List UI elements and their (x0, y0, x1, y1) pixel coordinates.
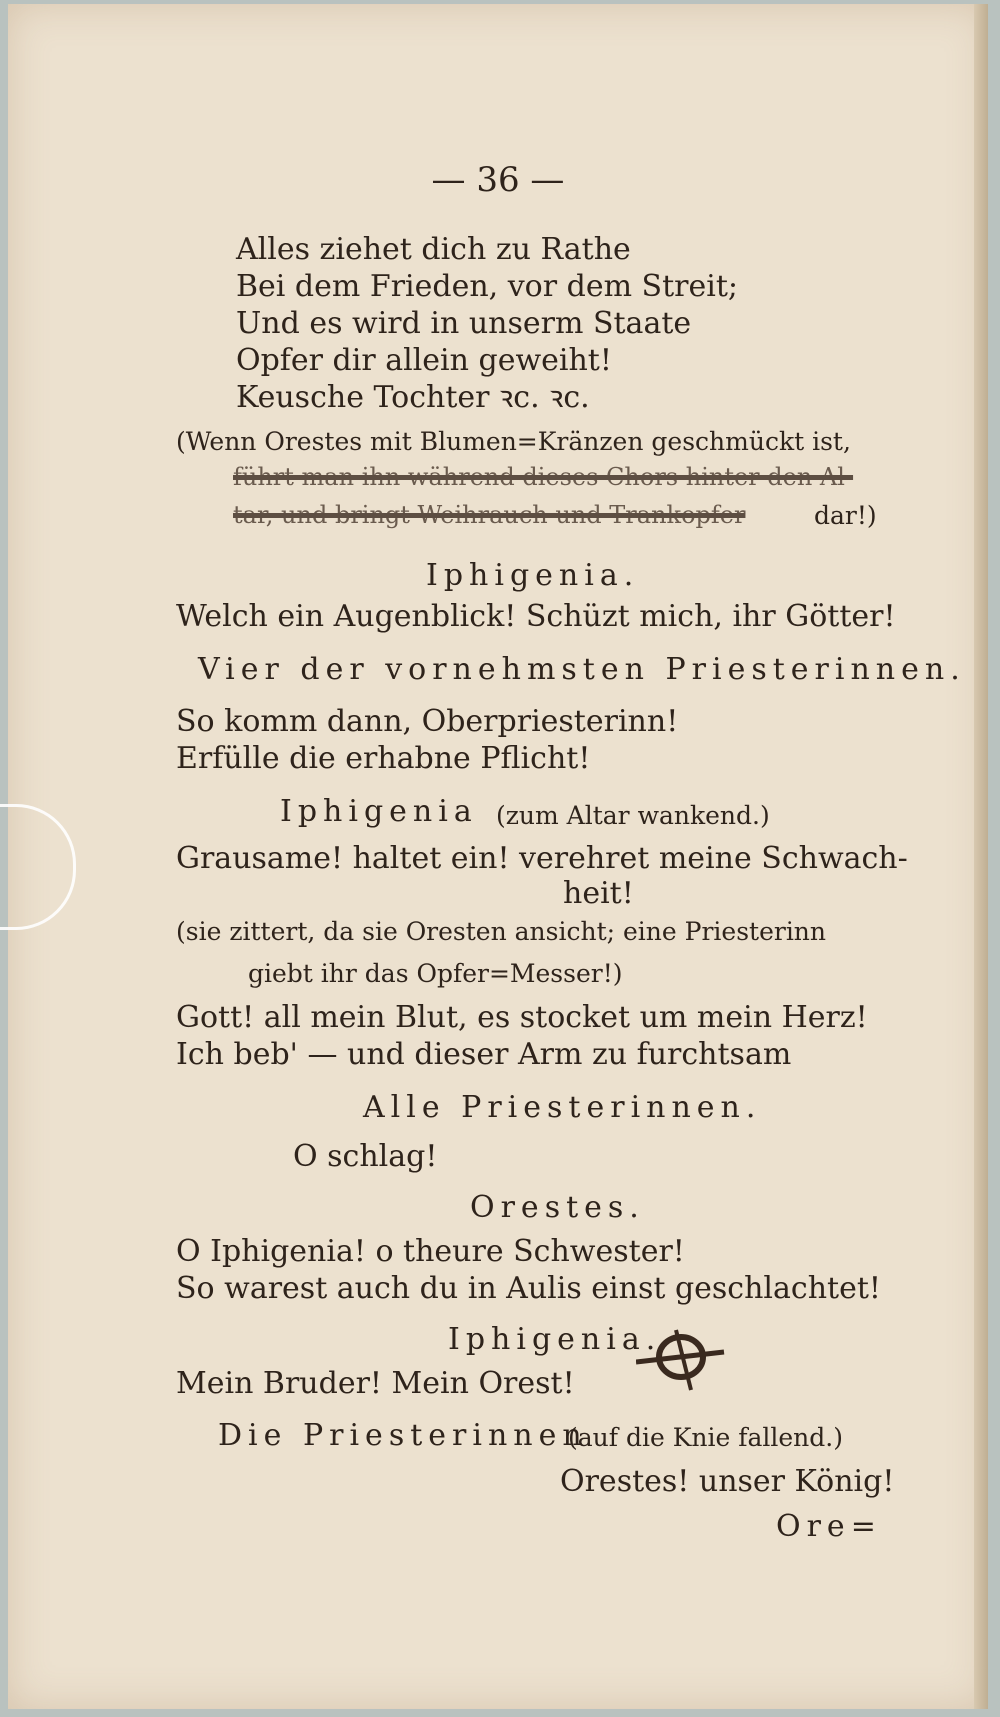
speaker-name: Alle Priesterinnen. (363, 1090, 762, 1125)
speaker-name: Iphigenia (280, 794, 478, 829)
catchword: Ore= (776, 1509, 882, 1544)
dialogue-line: Orestes! unser König! (560, 1464, 895, 1499)
dialogue-line: Ich beb' — und dieser Arm zu furchtsam (176, 1037, 792, 1072)
page-edge (974, 4, 988, 1709)
speaker-name: Die Priesterinnen (218, 1418, 588, 1453)
speaker-name: Orestes. (470, 1190, 645, 1225)
speaker-name: Iphigenia. (426, 558, 640, 593)
stage-direction: (zum Altar wankend.) (496, 801, 770, 830)
dialogue-line: Grausame! haltet ein! verehret meine Schwach- (176, 841, 908, 876)
speaker-name: Iphigenia. (448, 1322, 662, 1357)
verse-line: Keusche Tochter ꝛc. ꝛc. (236, 380, 590, 415)
book-page (8, 4, 988, 1709)
dialogue-line: Welch ein Augenblick! Schüzt mich, ihr Götter! (176, 599, 896, 634)
ink-blot-mark (636, 1322, 726, 1392)
stage-direction: (sie zittert, da sie Oresten ansicht; eine Priesterinn (176, 917, 827, 946)
dialogue-line: Erfülle die erhabne Pflicht! (176, 741, 591, 776)
dialogue-line: So komm dann, Oberpriesterinn! (176, 704, 679, 739)
verse-line: Alles ziehet dich zu Rathe (236, 232, 631, 267)
dialogue-line: Gott! all mein Blut, es stocket um mein Herz! (176, 1000, 868, 1035)
stage-direction: giebt ihr das Opfer=Messer!) (248, 959, 623, 988)
dialogue-line: O Iphigenia! o theure Schwester! (176, 1234, 685, 1269)
verse-line: Opfer dir allein geweiht! (236, 343, 612, 378)
dialogue-line: So warest auch du in Aulis einst geschlachtet! (176, 1271, 881, 1306)
stage-direction-tail: dar!) (814, 501, 877, 530)
struck-text: führt man ihn während dieses Chors hinter den Al- (233, 463, 854, 491)
page-number: — 36 — (431, 160, 565, 200)
clip-mark (0, 804, 76, 930)
speaker-name: Vier der vornehmsten Priesterinnen. (198, 652, 966, 687)
verse-line: Bei dem Frieden, vor dem Streit; (236, 269, 739, 304)
dialogue-line: Mein Bruder! Mein Orest! (176, 1366, 575, 1401)
dialogue-line: O schlag! (293, 1139, 438, 1174)
struck-text: tar, und bringt Weihrauch und Trankopfer (233, 501, 746, 529)
verse-line: Und es wird in unserm Staate (236, 306, 692, 341)
stage-direction: (Wenn Orestes mit Blumen=Kränzen geschmückt ist, (176, 427, 851, 456)
dialogue-line: heit! (563, 876, 634, 911)
stage-direction: (auf die Knie fallend.) (568, 1423, 843, 1452)
